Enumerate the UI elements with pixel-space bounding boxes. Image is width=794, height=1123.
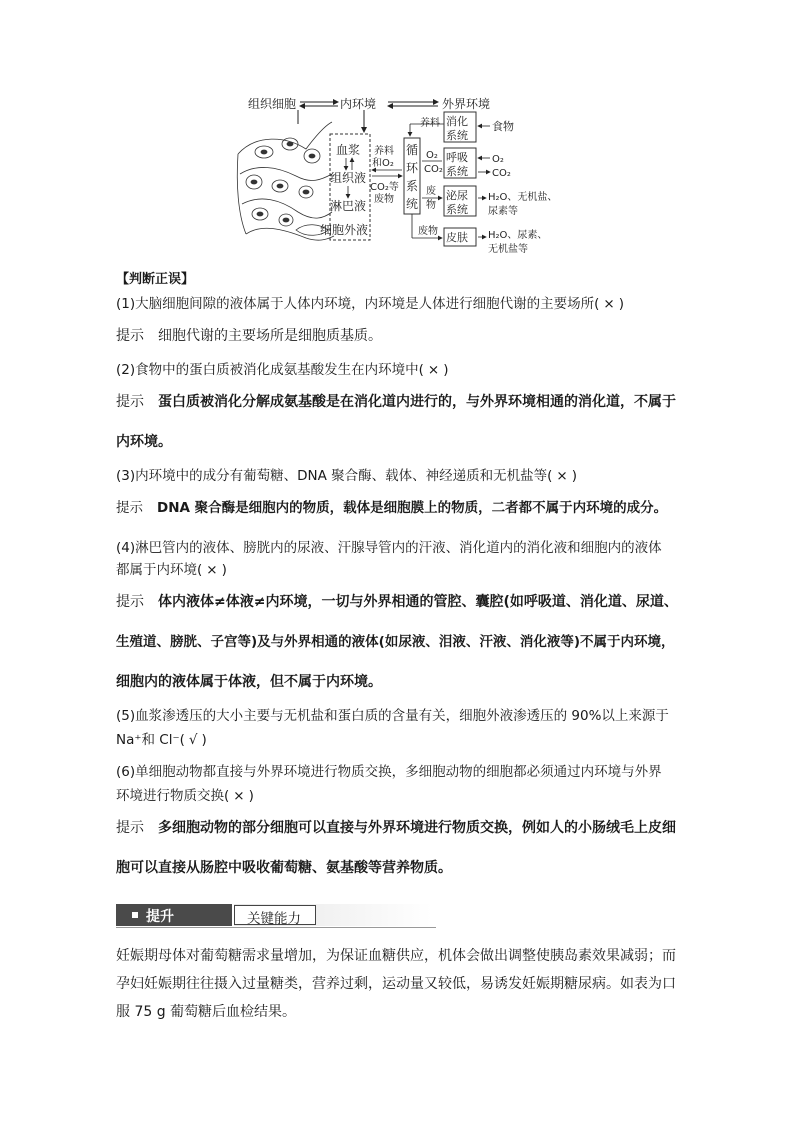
- banner-tag: [234, 905, 316, 925]
- statement-3: [116, 466, 577, 486]
- statement-4-close: ): [221, 562, 227, 578]
- statement-6-close: ): [248, 788, 254, 804]
- label-extracellular-fluid: 细胞外液: [320, 223, 369, 237]
- statement-2: [116, 360, 448, 380]
- label-skin-output-1: H₂O、尿素、: [488, 230, 548, 241]
- hint-4: [116, 592, 678, 612]
- statement-1-text: (1)大脑细胞间隙的液体属于人体内环境，内环境是人体进行细胞代谢的主要场所(: [116, 296, 600, 312]
- label-o2-in: O₂: [426, 150, 438, 161]
- label-circ-3: 系: [406, 179, 419, 193]
- statement-3-close: ): [571, 468, 578, 484]
- label-nutrients-o2-a: 养料: [374, 146, 394, 157]
- label-internal-environment: 内环境: [340, 97, 377, 111]
- label-urinary-1: 泌尿: [446, 189, 468, 202]
- label-nutrients-o2-b: 和O₂: [372, 158, 394, 169]
- section-heading: 【判断正误】: [116, 272, 195, 287]
- label-co2-waste-b: 废物: [374, 194, 394, 205]
- label-co2-out: CO₂: [492, 168, 511, 179]
- statement-3-text: (3)内环境中的成分有葡萄糖、DNA 聚合酶、载体、神经递质和无机盐等(: [116, 468, 553, 484]
- statement-5-text: Na⁺和 Cl⁻(: [116, 732, 185, 748]
- hint-4-label: 提示: [116, 594, 144, 610]
- hint-4-text-a: 体内液体≠体液≠内环境，一切与外界相通的管腔、囊腔(如呼吸道、消化道、尿道、: [158, 594, 678, 610]
- hint-2-cont: 内环境。: [116, 434, 172, 450]
- hint-6-label: 提示: [116, 820, 144, 836]
- hint-3-text: DNA 聚合酶是细胞内的物质，载体是细胞膜上的物质，二者都不属于内环境的成分。: [157, 500, 668, 516]
- hint-2-label: 提示: [116, 394, 144, 410]
- label-skin: 皮肤: [446, 231, 468, 244]
- label-tissue-fluid: 组织液: [330, 171, 367, 185]
- statement-4-text: 都属于内环境(: [116, 562, 203, 578]
- statement-1-close: ): [618, 296, 624, 312]
- hint-1: [116, 326, 382, 346]
- hint-6: [116, 818, 676, 838]
- statement-4-mark: ×: [206, 562, 218, 578]
- hint-4-cont-1: 生殖道、膀胱、子宫等)及与外界相通的液体(如尿液、泪液、汗液、消化液等)不属于内环境，: [116, 634, 675, 650]
- label-waste-a: 废: [426, 186, 436, 197]
- label-co2-in: CO₂: [424, 164, 443, 175]
- hint-3: [116, 498, 667, 518]
- statement-5-line-a: (5)血浆渗透压的大小主要与无机盐和蛋白质的含量有关，细胞外液渗透压的 90%以上来源于: [116, 708, 669, 724]
- label-circ-2: 环: [406, 161, 419, 175]
- label-skin-output-2: 无机盐等: [488, 244, 528, 255]
- paragraph-line-1: 妊娠期母体对葡萄糖需求量增加，为保证血糖供应，机体会做出调整使胰岛素效果减弱；而: [116, 948, 676, 964]
- statement-2-close: ): [443, 362, 449, 378]
- statement-1-mark: ×: [603, 296, 615, 312]
- label-external-environment: 外界环境: [442, 97, 491, 111]
- paragraph-line-2: 孕妇妊娠期往往摄入过量糖类，营养过剩，运动量又较低，易诱发妊娠期糖尿病。如表为口: [116, 976, 676, 992]
- statement-3-mark: ×: [556, 468, 568, 484]
- banner-underline: [116, 927, 436, 928]
- statement-1: [116, 294, 624, 314]
- square-bullet-icon: [132, 912, 138, 918]
- label-digestive-2: 系统: [446, 129, 468, 142]
- label-urinary-2: 系统: [446, 203, 468, 216]
- label-nutrients: 养料: [420, 118, 440, 129]
- hint-2: [116, 392, 676, 412]
- label-circ-4: 统: [406, 197, 419, 211]
- section-banner: [116, 904, 436, 926]
- label-o2-out: O₂: [492, 154, 504, 165]
- label-respiratory-2: 系统: [446, 165, 468, 178]
- label-respiratory-1: 呼吸: [446, 151, 468, 164]
- diagram-svg: [236, 94, 556, 260]
- banner-dark-block: [116, 904, 232, 926]
- hint-1-text: 细胞代谢的主要场所是细胞质基质。: [158, 328, 382, 344]
- statement-5-line-b: [116, 730, 207, 750]
- paragraph-line-3: 服 75 g 葡萄糖后血检结果。: [116, 1004, 297, 1020]
- label-plasma: 血浆: [336, 143, 361, 157]
- label-food: 食物: [492, 120, 514, 133]
- label-urinary-output-2: 尿素等: [488, 206, 518, 217]
- hint-2-text-a: 蛋白质被消化分解成氨基酸是在消化道内进行的，与外界环境相通的消化道，不属于: [158, 394, 676, 410]
- statement-5-close: ): [201, 732, 207, 748]
- statement-4-line-b: [116, 560, 227, 580]
- internal-environment-diagram: [236, 94, 556, 260]
- hint-4-cont-2: 细胞内的液体属于体液，但不属于内环境。: [116, 674, 382, 690]
- statement-2-mark: ×: [427, 362, 440, 378]
- hint-6-cont: 胞可以直接从肠腔中吸收葡萄糖、氨基酸等营养物质。: [116, 860, 452, 876]
- statement-2-text: (2)食物中的蛋白质被消化成氨基酸发生在内环境中(: [116, 362, 424, 378]
- label-waste-2: 废物: [418, 226, 438, 237]
- banner-title: 提升: [146, 909, 174, 925]
- banner-subtitle: 关键能力: [247, 911, 301, 927]
- hint-3-label: 提示: [116, 500, 143, 516]
- label-tissue-cells: 组织细胞: [248, 97, 297, 111]
- label-waste-b: 物: [426, 200, 436, 211]
- statement-6-line-a: (6)单细胞动物都直接与外界环境进行物质交换，多细胞动物的细胞都必须通过内环境与外界: [116, 764, 662, 780]
- hint-1-label: 提示: [116, 328, 144, 344]
- statement-6-line-b: [116, 786, 254, 806]
- statement-6-text: 环境进行物质交换(: [116, 788, 230, 804]
- label-co2-waste-a: CO₂等: [370, 182, 399, 193]
- label-lymph: 淋巴液: [330, 199, 367, 213]
- statement-5-mark: √: [188, 732, 198, 748]
- label-urinary-output-1: H₂O、无机盐、: [488, 192, 556, 203]
- label-circ-1: 循: [406, 143, 419, 157]
- label-digestive-1: 消化: [446, 115, 468, 128]
- statement-4-line-a: (4)淋巴管内的液体、膀胱内的尿液、汗腺导管内的汗液、消化道内的消化液和细胞内的液体: [116, 540, 662, 556]
- hint-6-text-a: 多细胞动物的部分细胞可以直接与外界环境进行物质交换，例如人的小肠绒毛上皮细: [158, 820, 676, 836]
- statement-6-mark: ×: [233, 788, 245, 804]
